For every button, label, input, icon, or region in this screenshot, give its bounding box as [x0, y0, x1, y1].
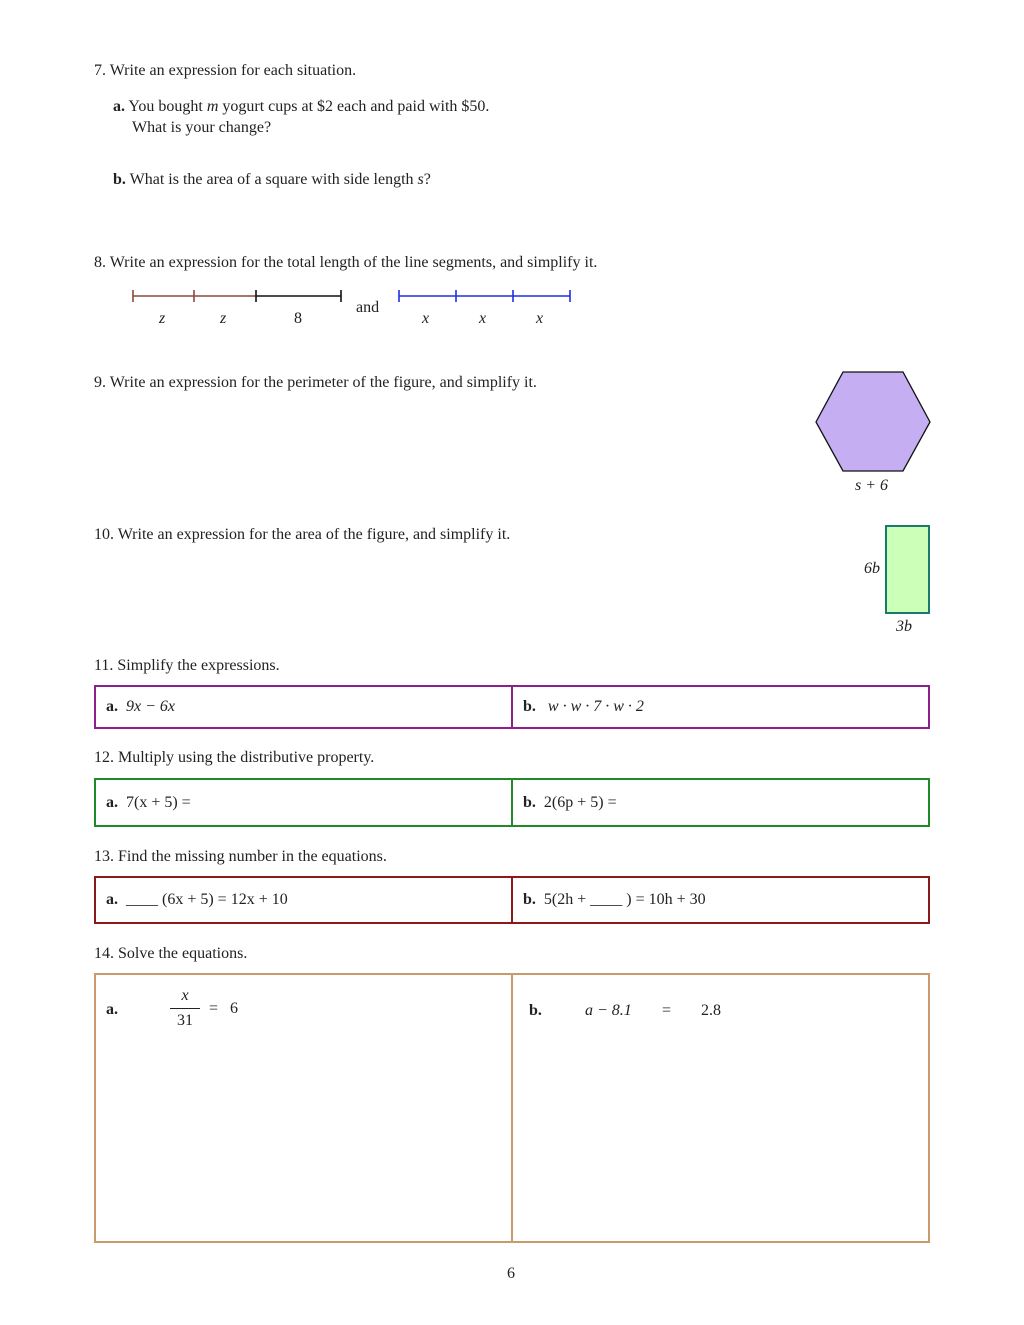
q13b-cell[interactable]	[513, 878, 928, 922]
q11b-expression: w · w · 7 · w · 2	[547, 698, 644, 715]
q11-answer-box	[94, 685, 930, 729]
q10-prompt: 10. Write an expression for the area of the figure, and simplify it.	[94, 526, 511, 543]
q8-prompt: 8. Write an expression for the total length of the line segments, and simplify it.	[94, 254, 598, 271]
q14a-fraction	[170, 987, 200, 1030]
q11-prompt: 11. Simplify the expressions.	[94, 657, 280, 674]
seg1-label-2: z	[220, 310, 227, 327]
hexagon	[816, 372, 930, 471]
q11a-label: a.	[106, 698, 118, 715]
hexagon-figure	[812, 370, 934, 474]
q14a-label: a.	[106, 1001, 118, 1018]
hexagon-side-label: s + 6	[855, 477, 889, 494]
q14b-lhs: a − 8.1	[585, 1002, 632, 1019]
q12b-label: b.	[523, 793, 536, 811]
segment-group-x-x-x	[399, 290, 570, 302]
q14a-cell[interactable]	[96, 975, 513, 1241]
q12a-cell[interactable]	[96, 780, 513, 825]
fraction-bar	[170, 1008, 200, 1009]
q13a-equation: ____ (6x + 5) = 12x + 10	[126, 891, 288, 908]
fraction-numerator: x	[181, 987, 189, 1004]
q7b-pre: What is the area of a square with side length	[129, 171, 418, 188]
q12-answer-box	[94, 778, 930, 827]
q12a-label: a.	[106, 793, 118, 811]
q13a-label: a.	[106, 891, 118, 908]
q11a-cell[interactable]	[96, 687, 513, 727]
q12b-cell[interactable]	[513, 780, 928, 825]
q12-prompt: 12. Multiply using the distributive property.	[94, 749, 375, 766]
q11b-cell[interactable]	[513, 687, 928, 727]
rectangle-width-label: 3b	[896, 618, 912, 635]
q13-prompt: 13. Find the missing number in the equations.	[94, 848, 387, 865]
q14b-cell[interactable]	[513, 975, 928, 1241]
q7a-pre: You bought	[128, 98, 207, 115]
seg1-label-3: 8	[294, 310, 302, 327]
seg2-label-2: x	[479, 310, 487, 327]
q11b-label: b.	[523, 698, 536, 715]
and-text: and	[356, 299, 380, 316]
q13b-label: b.	[523, 891, 536, 908]
seg2-label-3: x	[536, 310, 544, 327]
q11a-expression: 9x − 6x	[126, 698, 175, 715]
q7a-var: m	[206, 98, 219, 115]
q14b-label: b.	[529, 1002, 542, 1019]
q14-prompt: 14. Solve the equations.	[94, 945, 248, 962]
q7b-var: s	[417, 171, 424, 188]
line-segments-diagram	[125, 286, 585, 306]
q14b-equals: =	[662, 1002, 672, 1019]
q7a-post: yogurt cups at $2 each and paid with $50.	[218, 98, 490, 115]
q7a-text	[113, 98, 489, 116]
q9-prompt: 9. Write an expression for the perimeter of the figure, and simplify it.	[94, 374, 537, 391]
q7a-line2: What is your change?	[132, 119, 272, 136]
q7a-label: a.	[113, 98, 125, 115]
q7b-post: ?	[423, 171, 431, 188]
q13b-equation: 5(2h + ____ ) = 10h + 30	[543, 891, 706, 908]
segment-group-z-z-8	[133, 290, 341, 302]
q12b-expression: 2(6p + 5) =	[543, 793, 617, 811]
q12a-expression: 7(x + 5) =	[126, 793, 191, 811]
q14-answer-box	[94, 973, 930, 1243]
q7-prompt: 7. Write an expression for each situation.	[94, 62, 357, 79]
rectangle-figure	[885, 525, 930, 614]
page-number: 6	[507, 1265, 515, 1282]
fraction-denominator: 31	[177, 1012, 193, 1029]
q7b-label: b.	[113, 171, 126, 188]
rectangle-height-label: 6b	[864, 560, 880, 577]
q13a-cell[interactable]	[96, 878, 513, 922]
q14b-rhs: 2.8	[701, 1002, 721, 1019]
seg1-label-1: z	[159, 310, 166, 327]
q13-answer-box	[94, 876, 930, 924]
seg2-label-1: x	[422, 310, 430, 327]
q14a-rhs: = 6	[209, 1000, 239, 1017]
q7b-text	[113, 171, 431, 189]
